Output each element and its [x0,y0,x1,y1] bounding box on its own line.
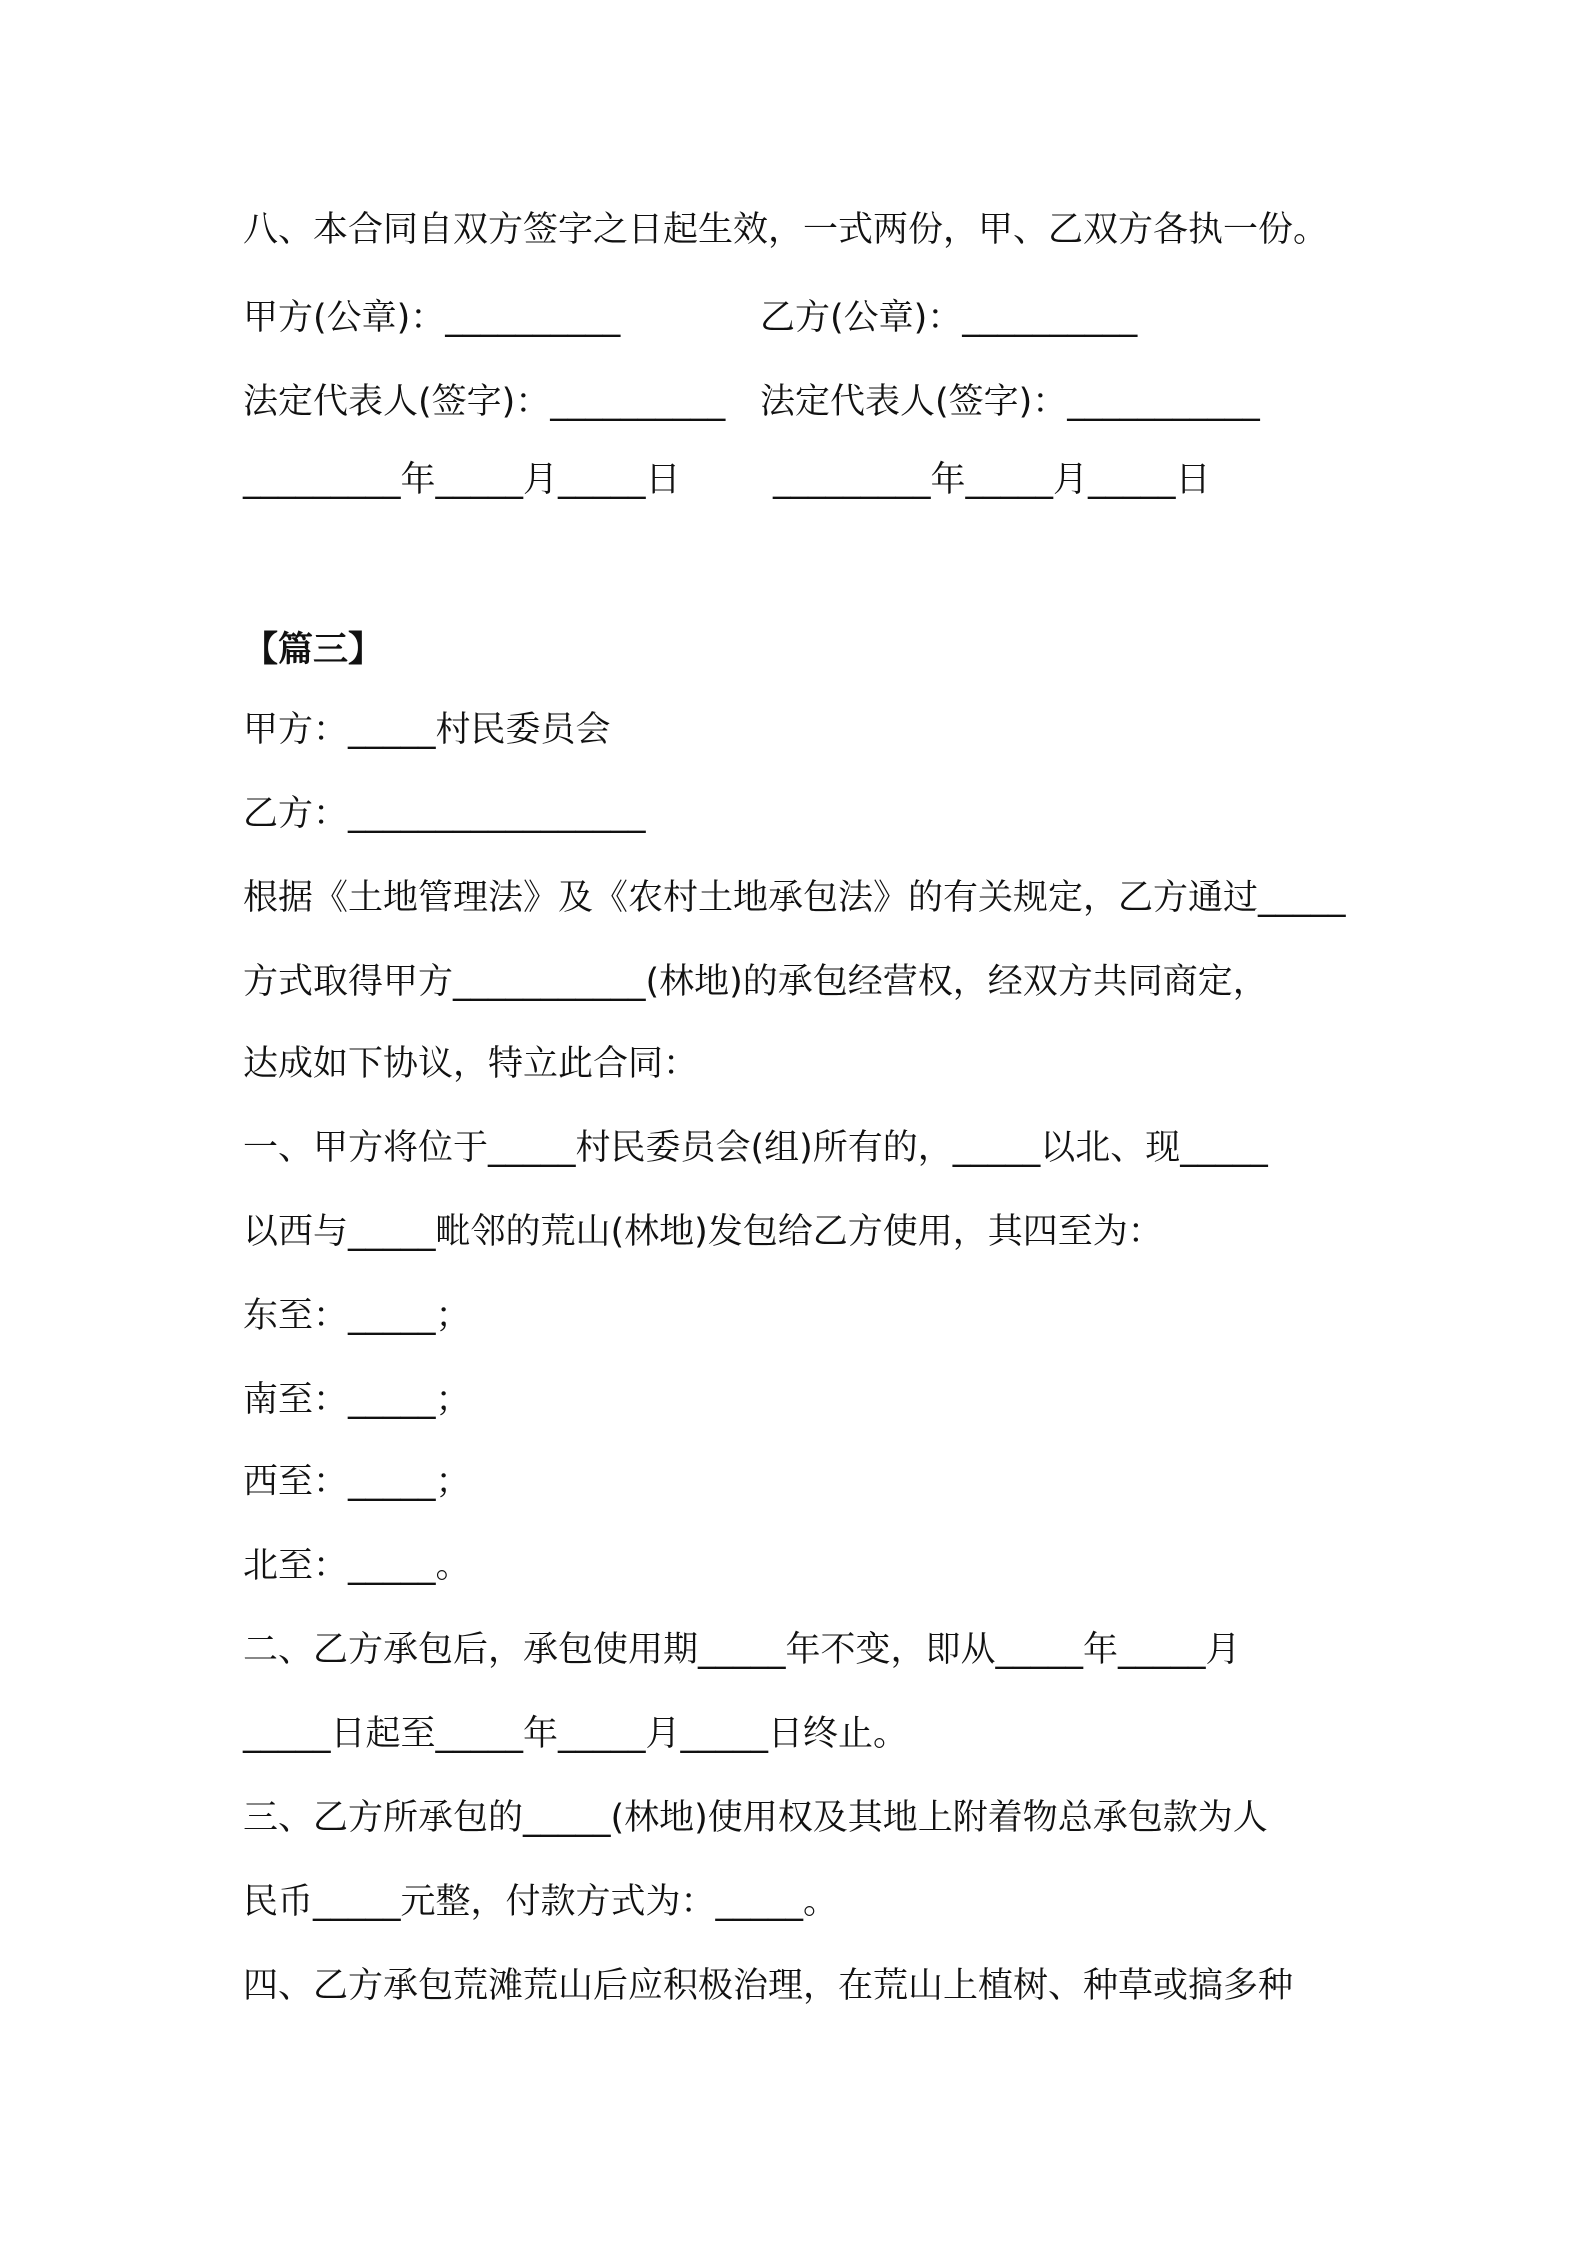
clause-2-line-1: 二、乙方承包后，承包使用期_____年不变，即从_____年_____月 [243,1630,1241,1670]
boundary-west: 西至：_____； [243,1462,471,1502]
intro-line-1: 根据《土地管理法》及《农村土地承包法》的有关规定，乙方通过_____ [243,878,1346,918]
party-a-representative-field: 法定代表人(签字)：__________ [243,382,726,422]
clause-2-line-2: _____日起至_____年_____月_____日终止。 [243,1714,909,1754]
party-a-date-field: _________年_____月_____日 [243,460,681,500]
party-b-seal-field: 乙方(公章)：__________ [760,298,1138,338]
clause-3-line-1: 三、乙方所承包的_____(林地)使用权及其地上附着物总承包款为人 [243,1798,1268,1838]
party-b-date-field: _________年_____月_____日 [773,460,1211,500]
party-a-seal-field: 甲方(公章)：__________ [243,298,621,338]
clause-8: 八、本合同自双方签字之日起生效，一式两份，甲、乙双方各执一份。 [243,210,1329,250]
boundary-south: 南至：_____； [243,1380,471,1420]
party-b-representative-field: 法定代表人(签字)：___________ [760,382,1260,422]
party-b-line: 乙方：_________________ [243,794,646,834]
boundary-north: 北至：_____。 [243,1546,471,1586]
intro-line-2: 方式取得甲方___________(林地)的承包经营权，经双方共同商定， [243,962,1268,1002]
boundary-east: 东至：_____； [243,1296,471,1336]
clause-1-line-1: 一、甲方将位于_____村民委员会(组)所有的，_____以北、现_____ [243,1128,1268,1168]
clause-4-line-1: 四、乙方承包荒滩荒山后应积极治理，在荒山上植树、种草或搞多种 [243,1966,1294,2006]
section-title: 【篇三】 [243,630,384,670]
clause-1-line-2: 以西与_____毗邻的荒山(林地)发包给乙方使用，其四至为： [243,1212,1163,1252]
intro-line-3: 达成如下协议，特立此合同： [243,1044,699,1084]
party-a-line: 甲方：_____村民委员会 [243,710,611,750]
clause-3-line-2: 民币_____元整，付款方式为：_____。 [243,1882,839,1922]
